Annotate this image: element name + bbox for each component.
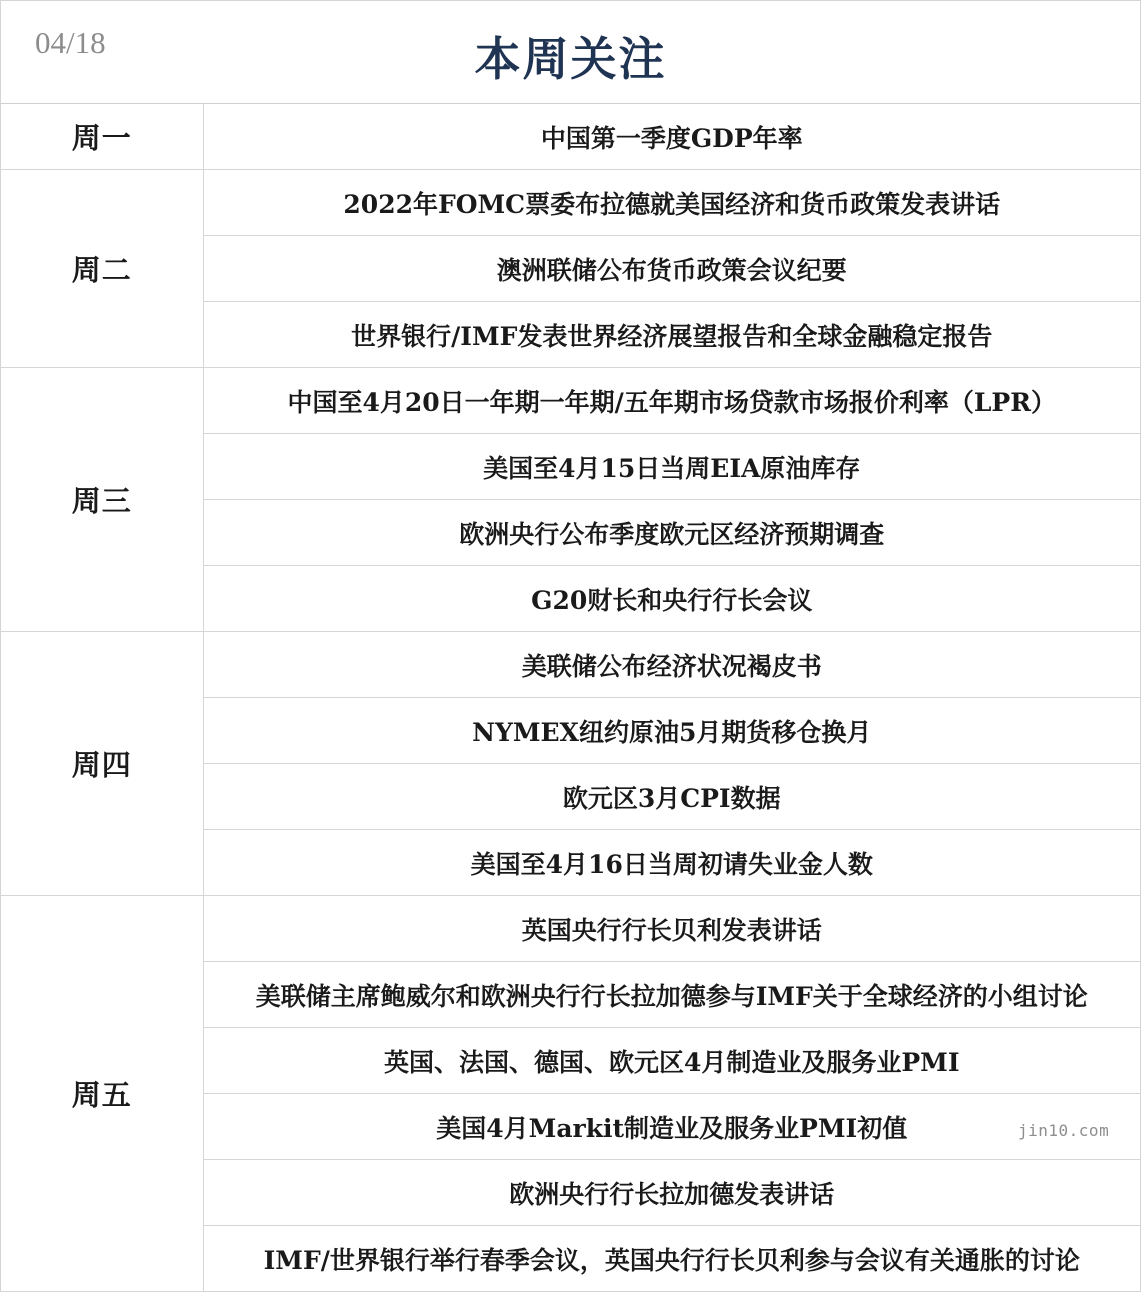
event-item: G20财长和央行行长会议 bbox=[203, 566, 1140, 632]
event-item: 美联储公布经济状况褐皮书 bbox=[203, 632, 1140, 698]
event-item: 英国、法国、德国、欧元区4月制造业及服务业PMI bbox=[203, 1028, 1140, 1094]
day-label: 周三 bbox=[1, 368, 203, 632]
event-item: 英国央行行长贝利发表讲话 bbox=[203, 896, 1140, 962]
event-item: 中国第一季度GDP年率 bbox=[203, 104, 1140, 170]
day-label: 周五 bbox=[1, 896, 203, 1292]
table-row bbox=[1, 104, 1140, 170]
schedule-body bbox=[1, 104, 1140, 1291]
day-label: 周一 bbox=[1, 104, 203, 170]
table-row bbox=[1, 896, 1140, 962]
day-label: 周二 bbox=[1, 170, 203, 368]
event-item: 世界银行/IMF发表世界经济展望报告和全球金融稳定报告 bbox=[203, 302, 1140, 368]
event-item: 美国4月Markit制造业及服务业PMI初值 bbox=[203, 1094, 1140, 1160]
table-row bbox=[1, 632, 1140, 698]
card-header bbox=[1, 1, 1140, 104]
watermark: jin10.com bbox=[1018, 1121, 1110, 1140]
date-label: 04/18 bbox=[35, 25, 106, 60]
event-item: 美联储主席鲍威尔和欧洲央行行长拉加德参与IMF关于全球经济的小组讨论 bbox=[203, 962, 1140, 1028]
event-item: 澳洲联储公布货币政策会议纪要 bbox=[203, 236, 1140, 302]
table-row bbox=[1, 368, 1140, 434]
event-item: 中国至4月20日一年期一年期/五年期市场贷款市场报价利率（LPR） bbox=[203, 368, 1140, 434]
event-item: 美国至4月15日当周EIA原油库存 bbox=[203, 434, 1140, 500]
event-item: 欧洲央行行长拉加德发表讲话 bbox=[203, 1160, 1140, 1226]
event-item: 欧元区3月CPI数据 bbox=[203, 764, 1140, 830]
table-row bbox=[1, 170, 1140, 236]
page-title: 本周关注 bbox=[474, 32, 667, 86]
weekly-schedule-table bbox=[1, 104, 1140, 1292]
event-item: 2022年FOMC票委布拉德就美国经济和货币政策发表讲话 bbox=[203, 170, 1140, 236]
event-item: IMF/世界银行举行春季会议，英国央行行长贝利参与会议有关通胀的讨论 bbox=[203, 1226, 1140, 1292]
event-item: 美国至4月16日当周初请失业金人数 bbox=[203, 830, 1140, 896]
event-item: NYMEX纽约原油5月期货移仓换月 bbox=[203, 698, 1140, 764]
event-item: 欧洲央行公布季度欧元区经济预期调查 bbox=[203, 500, 1140, 566]
day-label: 周四 bbox=[1, 632, 203, 896]
